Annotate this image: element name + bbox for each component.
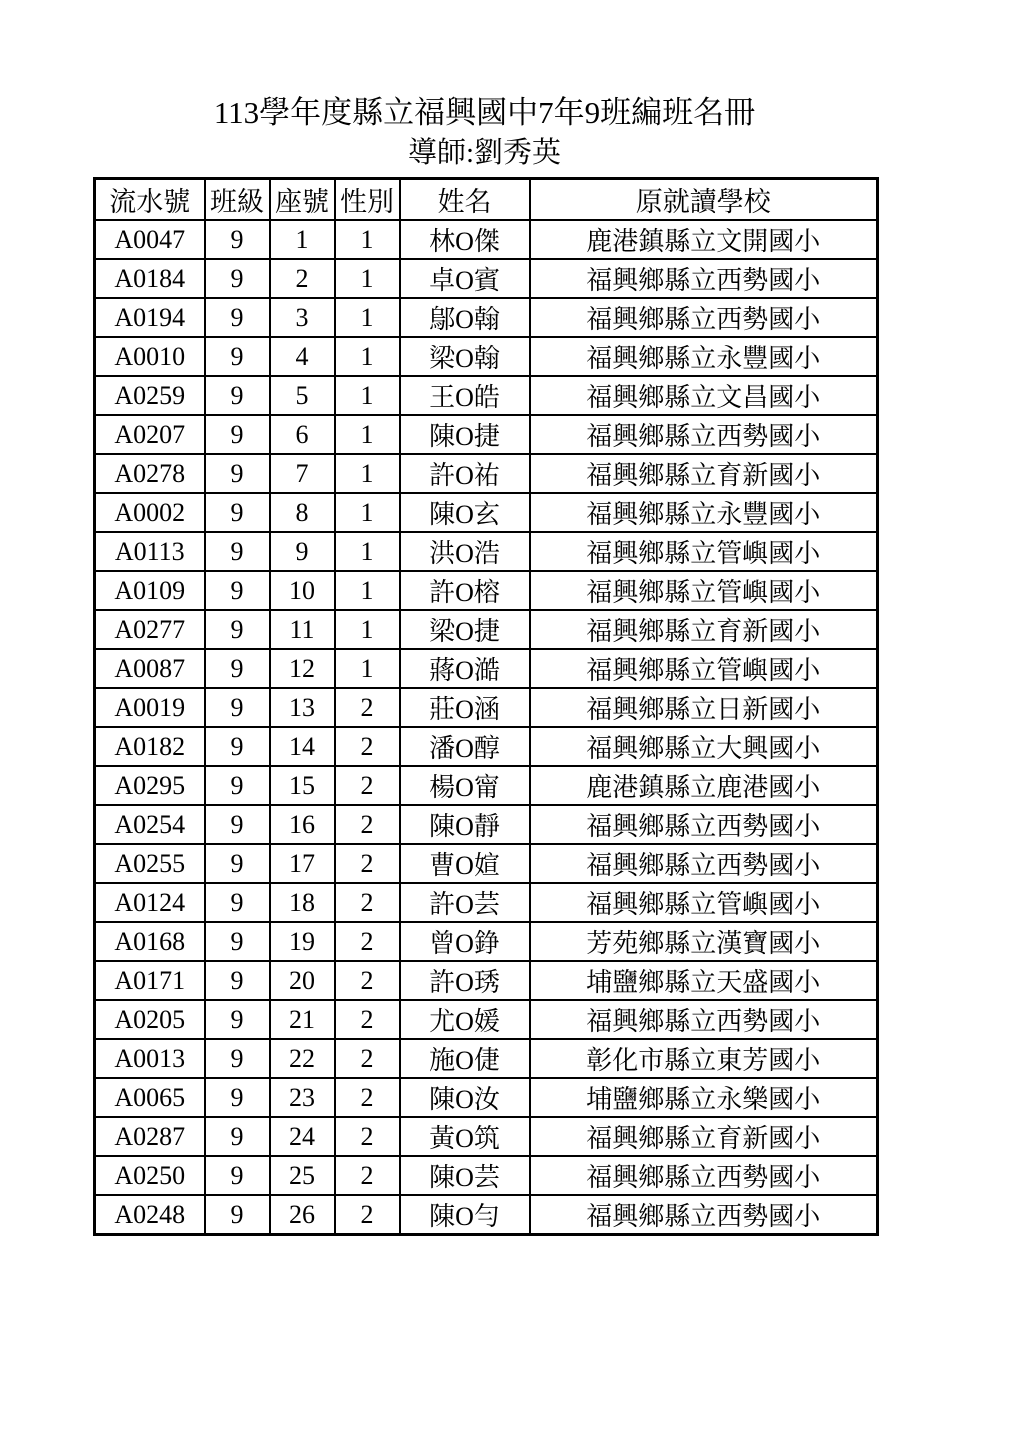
table-cell: 楊O甯 <box>400 766 530 805</box>
table-cell: 福興鄉縣立文昌國小 <box>530 376 878 415</box>
table-cell: 福興鄉縣立西勢國小 <box>530 415 878 454</box>
table-cell: 蔣O澔 <box>400 649 530 688</box>
table-cell: 2 <box>335 922 400 961</box>
table-cell: A0019 <box>95 688 205 727</box>
table-cell: 9 <box>205 1195 270 1235</box>
table-cell: 福興鄉縣立西勢國小 <box>530 259 878 298</box>
table-cell: 許O祐 <box>400 454 530 493</box>
table-row <box>95 571 878 610</box>
table-cell: 1 <box>335 493 400 532</box>
table-cell: 福興鄉縣立西勢國小 <box>530 298 878 337</box>
table-cell: 9 <box>205 844 270 883</box>
table-cell: 1 <box>335 337 400 376</box>
table-row <box>95 220 878 259</box>
table-cell: 11 <box>270 610 335 649</box>
table-cell: 陳O勻 <box>400 1195 530 1235</box>
table-cell: 王O皓 <box>400 376 530 415</box>
table-cell: 9 <box>205 298 270 337</box>
table-cell: 福興鄉縣立永豐國小 <box>530 337 878 376</box>
table-cell: 2 <box>335 1156 400 1195</box>
table-cell: 9 <box>205 1117 270 1156</box>
table-cell: 福興鄉縣立管嶼國小 <box>530 883 878 922</box>
table-cell: A0205 <box>95 1000 205 1039</box>
header-seat-number: 座號 <box>270 179 335 221</box>
table-cell: 施O倢 <box>400 1039 530 1078</box>
table-cell: A0010 <box>95 337 205 376</box>
table-cell: 17 <box>270 844 335 883</box>
table-row <box>95 1078 878 1117</box>
header-row <box>95 179 878 221</box>
table-cell: 1 <box>335 532 400 571</box>
table-cell: 福興鄉縣立管嶼國小 <box>530 649 878 688</box>
table-cell: 1 <box>335 610 400 649</box>
table-cell: 福興鄉縣立育新國小 <box>530 1117 878 1156</box>
table-cell: 6 <box>270 415 335 454</box>
table-cell: 23 <box>270 1078 335 1117</box>
table-cell: A0168 <box>95 922 205 961</box>
table-cell: A0002 <box>95 493 205 532</box>
table-cell: 9 <box>205 376 270 415</box>
table-cell: A0065 <box>95 1078 205 1117</box>
table-cell: 2 <box>335 961 400 1000</box>
table-cell: 16 <box>270 805 335 844</box>
table-cell: A0278 <box>95 454 205 493</box>
table-cell: 2 <box>335 688 400 727</box>
table-cell: 1 <box>335 220 400 259</box>
table-row <box>95 922 878 961</box>
table-cell: 1 <box>335 376 400 415</box>
table-cell: 1 <box>335 259 400 298</box>
table-cell: 10 <box>270 571 335 610</box>
table-cell: A0184 <box>95 259 205 298</box>
table-row <box>95 688 878 727</box>
header-previous-school: 原就讀學校 <box>530 179 878 221</box>
table-cell: 陳O汝 <box>400 1078 530 1117</box>
table-cell: A0255 <box>95 844 205 883</box>
table-row <box>95 454 878 493</box>
table-row <box>95 337 878 376</box>
table-cell: 1 <box>335 571 400 610</box>
document-content <box>93 0 876 1236</box>
table-row <box>95 1000 878 1039</box>
table-cell: 陳O芸 <box>400 1156 530 1195</box>
table-cell: 19 <box>270 922 335 961</box>
table-cell: 22 <box>270 1039 335 1078</box>
table-cell: 許O芸 <box>400 883 530 922</box>
table-cell: 3 <box>270 298 335 337</box>
table-cell: 曹O媗 <box>400 844 530 883</box>
table-cell: 彰化市縣立東芳國小 <box>530 1039 878 1078</box>
table-cell: 許O琇 <box>400 961 530 1000</box>
class-roster-table <box>93 177 879 1236</box>
table-cell: 9 <box>205 883 270 922</box>
header-gender: 性別 <box>335 179 400 221</box>
table-cell: 2 <box>270 259 335 298</box>
table-cell: 9 <box>205 766 270 805</box>
table-cell: 2 <box>335 844 400 883</box>
table-cell: A0277 <box>95 610 205 649</box>
table-cell: 15 <box>270 766 335 805</box>
header-name: 姓名 <box>400 179 530 221</box>
table-cell: 黃O筑 <box>400 1117 530 1156</box>
header-serial-number: 流水號 <box>95 179 205 221</box>
table-cell: A0259 <box>95 376 205 415</box>
table-cell: 5 <box>270 376 335 415</box>
table-cell: 福興鄉縣立永豐國小 <box>530 493 878 532</box>
table-cell: 福興鄉縣立西勢國小 <box>530 1156 878 1195</box>
table-cell: 2 <box>335 805 400 844</box>
table-cell: 9 <box>205 220 270 259</box>
table-row <box>95 805 878 844</box>
table-cell: A0182 <box>95 727 205 766</box>
table-cell: 1 <box>335 298 400 337</box>
table-cell: 福興鄉縣立西勢國小 <box>530 805 878 844</box>
table-row <box>95 415 878 454</box>
table-cell: 莊O涵 <box>400 688 530 727</box>
table-row <box>95 883 878 922</box>
table-cell: 福興鄉縣立管嶼國小 <box>530 532 878 571</box>
table-cell: 福興鄉縣立育新國小 <box>530 454 878 493</box>
table-cell: 26 <box>270 1195 335 1235</box>
table-cell: 9 <box>205 727 270 766</box>
table-cell: 福興鄉縣立日新國小 <box>530 688 878 727</box>
table-cell: A0287 <box>95 1117 205 1156</box>
table-cell: 2 <box>335 727 400 766</box>
table-cell: 9 <box>205 688 270 727</box>
roster-table-body <box>95 220 878 1235</box>
table-row <box>95 259 878 298</box>
table-row <box>95 298 878 337</box>
table-cell: 9 <box>205 649 270 688</box>
table-row <box>95 844 878 883</box>
table-cell: 福興鄉縣立育新國小 <box>530 610 878 649</box>
table-cell: A0207 <box>95 415 205 454</box>
table-cell: 25 <box>270 1156 335 1195</box>
table-cell: A0250 <box>95 1156 205 1195</box>
table-cell: 14 <box>270 727 335 766</box>
table-row <box>95 1195 878 1235</box>
table-cell: 鄔O翰 <box>400 298 530 337</box>
table-cell: 埔鹽鄉縣立永樂國小 <box>530 1078 878 1117</box>
table-cell: 20 <box>270 961 335 1000</box>
roster-table-header <box>95 179 878 221</box>
table-row <box>95 1039 878 1078</box>
table-cell: 芳苑鄉縣立漢寶國小 <box>530 922 878 961</box>
header-class: 班級 <box>205 179 270 221</box>
table-cell: 9 <box>205 610 270 649</box>
table-cell: 福興鄉縣立西勢國小 <box>530 1195 878 1235</box>
table-cell: A0109 <box>95 571 205 610</box>
table-cell: 陳O靜 <box>400 805 530 844</box>
table-cell: 12 <box>270 649 335 688</box>
table-cell: 18 <box>270 883 335 922</box>
table-row <box>95 1156 878 1195</box>
table-cell: A0087 <box>95 649 205 688</box>
page-title: 113學年度縣立福興國中7年9班編班名冊 <box>213 95 756 130</box>
table-cell: 鹿港鎮縣立鹿港國小 <box>530 766 878 805</box>
table-cell: 1 <box>335 415 400 454</box>
table-row <box>95 961 878 1000</box>
table-cell: A0124 <box>95 883 205 922</box>
table-cell: A0295 <box>95 766 205 805</box>
table-cell: 9 <box>205 259 270 298</box>
table-cell: 2 <box>335 1078 400 1117</box>
table-cell: 福興鄉縣立管嶼國小 <box>530 571 878 610</box>
table-cell: 9 <box>270 532 335 571</box>
table-cell: 福興鄉縣立西勢國小 <box>530 1000 878 1039</box>
table-row <box>95 610 878 649</box>
table-cell: 福興鄉縣立大興國小 <box>530 727 878 766</box>
table-row <box>95 376 878 415</box>
table-cell: 9 <box>205 922 270 961</box>
table-cell: 9 <box>205 532 270 571</box>
table-cell: 24 <box>270 1117 335 1156</box>
table-cell: 洪O浩 <box>400 532 530 571</box>
table-row <box>95 649 878 688</box>
table-cell: A0047 <box>95 220 205 259</box>
table-cell: 21 <box>270 1000 335 1039</box>
table-cell: 13 <box>270 688 335 727</box>
table-row <box>95 532 878 571</box>
table-cell: 9 <box>205 571 270 610</box>
table-cell: 潘O醇 <box>400 727 530 766</box>
table-cell: 9 <box>205 454 270 493</box>
table-row <box>95 1117 878 1156</box>
table-cell: A0248 <box>95 1195 205 1235</box>
table-cell: 8 <box>270 493 335 532</box>
table-cell: 1 <box>270 220 335 259</box>
table-cell: 9 <box>205 961 270 1000</box>
table-cell: 4 <box>270 337 335 376</box>
table-cell: 陳O捷 <box>400 415 530 454</box>
table-cell: 9 <box>205 1039 270 1078</box>
table-cell: 鹿港鎮縣立文開國小 <box>530 220 878 259</box>
table-cell: 2 <box>335 883 400 922</box>
table-cell: 尤O媛 <box>400 1000 530 1039</box>
table-cell: 2 <box>335 766 400 805</box>
table-cell: 1 <box>335 649 400 688</box>
table-cell: 9 <box>205 1000 270 1039</box>
teacher-subtitle: 導師:劉秀英 <box>407 136 562 169</box>
table-cell: A0171 <box>95 961 205 1000</box>
table-cell: 許O榕 <box>400 571 530 610</box>
table-cell: 林O傑 <box>400 220 530 259</box>
table-cell: 2 <box>335 1000 400 1039</box>
table-cell: 福興鄉縣立西勢國小 <box>530 844 878 883</box>
table-cell: 1 <box>335 454 400 493</box>
table-cell: 9 <box>205 1078 270 1117</box>
table-row <box>95 727 878 766</box>
table-cell: A0194 <box>95 298 205 337</box>
table-row <box>95 766 878 805</box>
table-cell: 9 <box>205 805 270 844</box>
table-cell: A0013 <box>95 1039 205 1078</box>
table-row <box>95 493 878 532</box>
table-cell: 卓O賓 <box>400 259 530 298</box>
table-cell: 9 <box>205 415 270 454</box>
table-cell: 曾O錚 <box>400 922 530 961</box>
table-cell: 9 <box>205 337 270 376</box>
table-cell: A0113 <box>95 532 205 571</box>
table-cell: A0254 <box>95 805 205 844</box>
table-cell: 2 <box>335 1117 400 1156</box>
table-cell: 7 <box>270 454 335 493</box>
table-cell: 2 <box>335 1039 400 1078</box>
table-cell: 2 <box>335 1195 400 1235</box>
table-cell: 陳O玄 <box>400 493 530 532</box>
table-cell: 梁O捷 <box>400 610 530 649</box>
table-cell: 9 <box>205 1156 270 1195</box>
table-cell: 9 <box>205 493 270 532</box>
table-cell: 埔鹽鄉縣立天盛國小 <box>530 961 878 1000</box>
table-cell: 梁O翰 <box>400 337 530 376</box>
